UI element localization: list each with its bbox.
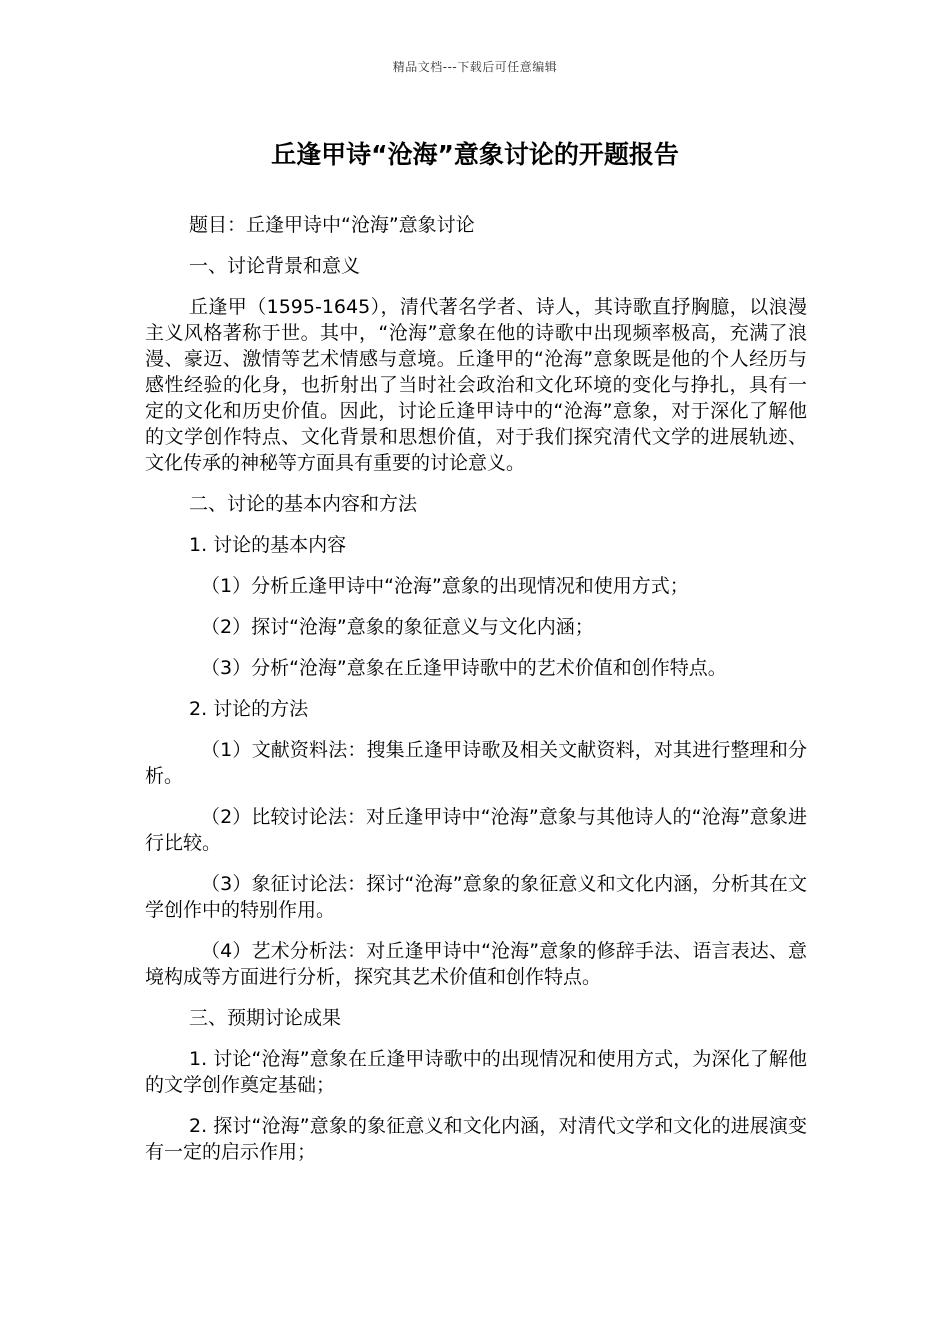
subheading-basic-content: 1. 讨论的基本内容 — [189, 534, 347, 556]
content-item-1: （1）分析丘逢甲诗中“沧海”意象的出现情况和使用方式； — [201, 575, 689, 597]
content-item-2: （2）探讨“沧海”意象的象征意义与文化内涵； — [201, 616, 594, 638]
section-heading-background: 一、讨论背景和意义 — [189, 255, 361, 277]
method-item-3: （3）象征讨论法：探讨“沧海”意象的象征意义和文化内涵，分析其在文学创作中的特别作用。 — [145, 873, 807, 921]
section-heading-content-methods: 二、讨论的基本内容和方法 — [189, 493, 418, 515]
topic-line: 题目：丘逢甲诗中“沧海”意象讨论 — [189, 214, 475, 236]
method-item-4: （4）艺术分析法：对丘逢甲诗中“沧海”意象的修辞手法、语言表达、意境构成等方面进行分析，探究其艺术价值和创作特点。 — [145, 940, 807, 988]
background-paragraph: 丘逢甲（1595-1645），清代著名学者、诗人，其诗歌直抒胸臆，以浪漫主义风格著称于世。其中，“沧海”意象在他的诗歌中出现频率极高，充满了浪漫、豪迈、激情等艺术情感与意境。丘逢甲的“沧海”意象既是他的个人经历与感性经验的化身，也折射出了当时社会政治和文化环境的变化与挣扎，具有一定的文化和历史价值。因此，讨论丘逢甲诗中的“沧海”意象，对于深化了解他的文学创作特点、文化背景和思想价值，对于我们探究清代文学的进展轨迹、文化传承的神秘等方面具有重要的讨论意义。 — [145, 296, 807, 474]
content-item-3: （3）分析“沧海”意象在丘逢甲诗歌中的艺术价值和创作特点。 — [201, 657, 727, 679]
document-body — [145, 212, 807, 1165]
method-item-2: （2）比较讨论法：对丘逢甲诗中“沧海”意象与其他诗人的“沧海”意象进行比较。 — [145, 806, 807, 854]
result-item-2: 2. 探讨“沧海”意象的象征意义和文化内涵，对清代文学和文化的进展演变有一定的启示作用； — [145, 1115, 807, 1163]
page-header: 精品文档---下载后可任意编辑 — [392, 60, 558, 74]
result-item-1: 1. 讨论“沧海”意象在丘逢甲诗歌中的出现情况和使用方式，为深化了解他的文学创作奠定基础； — [145, 1048, 807, 1096]
method-item-1: （1）文献资料法：搜集丘逢甲诗歌及相关文献资料，对其进行整理和分析。 — [145, 739, 807, 787]
section-heading-expected-results: 三、预期讨论成果 — [189, 1007, 342, 1029]
subheading-methods: 2. 讨论的方法 — [189, 698, 309, 720]
document-title: 丘逢甲诗“沧海”意象讨论的开题报告 — [271, 140, 679, 169]
